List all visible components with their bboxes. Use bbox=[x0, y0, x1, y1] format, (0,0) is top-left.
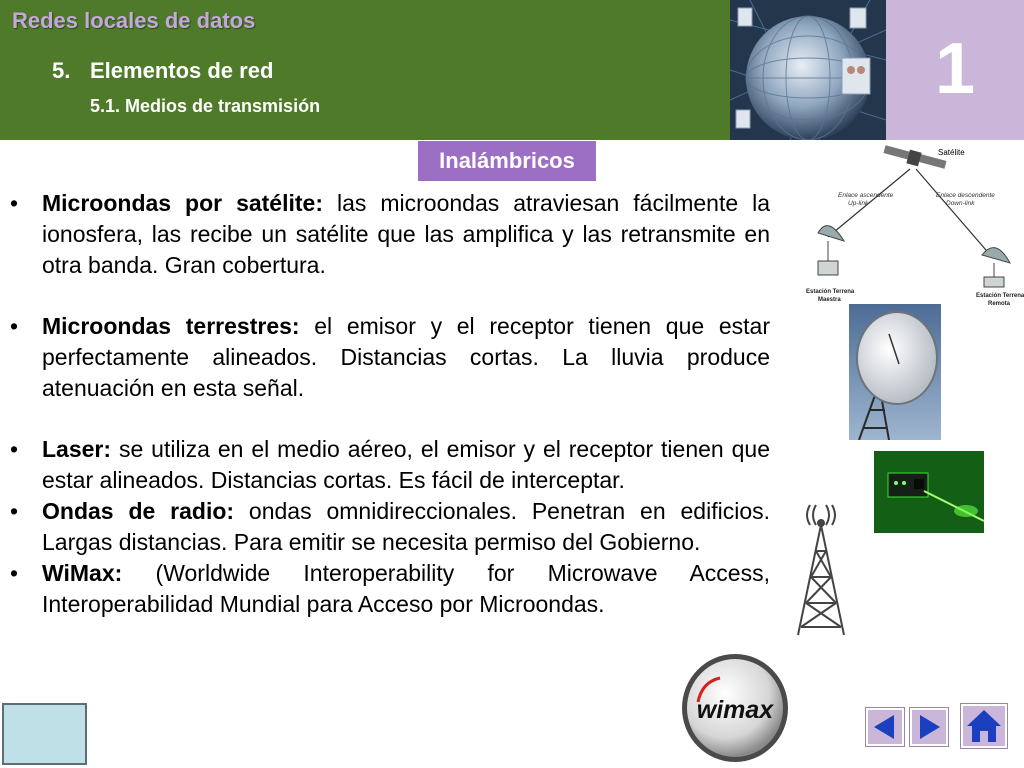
master-station-label: Estación Terrena bbox=[806, 289, 855, 295]
bullet-text: ondas omnidireccionales. Penetran en edificios. Largas distancias. Para emitir se necesita permiso del Gobierno. bbox=[42, 498, 770, 555]
satellite-link-diagram bbox=[800, 145, 1024, 310]
subsection-title: 5.1. Medios de transmisión bbox=[90, 96, 321, 116]
remote-dish-icon bbox=[982, 248, 1010, 287]
next-slide-button[interactable] bbox=[910, 708, 948, 746]
bullet-term: WiMax: bbox=[42, 560, 123, 586]
microwave-dish-photo bbox=[849, 304, 941, 440]
bullet-term: Microondas por satélite: bbox=[42, 190, 323, 216]
remote-station-label: Estación Terrena bbox=[976, 293, 1024, 299]
bullet-text: el emisor y el receptor tienen que estar perfectamente alineados. Distancias cortas. La lluvia produce atenuación en esta señal. bbox=[42, 313, 771, 401]
laser-equipment-photo bbox=[874, 451, 984, 533]
bullet-term: Laser: bbox=[42, 436, 112, 462]
triangle-right-icon bbox=[912, 710, 946, 744]
bullet-laser bbox=[8, 434, 770, 496]
bullet-radio-waves bbox=[8, 496, 770, 558]
notes-box bbox=[2, 703, 87, 765]
category-badge: Inalámbricos bbox=[418, 141, 596, 181]
bullet-wimax bbox=[8, 558, 770, 620]
radio-tower-icon bbox=[786, 503, 852, 645]
previous-slide-button[interactable] bbox=[866, 708, 904, 746]
slide-number: 1 bbox=[934, 29, 976, 109]
house-icon bbox=[963, 706, 1005, 746]
bullet-text: (Worldwide Interoperability for Microwave Access, Interoperabilidad Mundial para Acceso por Microondas. bbox=[42, 560, 770, 617]
triangle-left-icon bbox=[868, 710, 902, 744]
globe-network-image bbox=[730, 0, 886, 140]
master-station-sub: Maestra bbox=[818, 297, 841, 303]
course-title: Redes locales de datos bbox=[12, 8, 256, 33]
bullet-terrestrial-microwave bbox=[8, 311, 770, 404]
slide-number-panel bbox=[886, 0, 1024, 140]
wimax-logo bbox=[680, 652, 790, 764]
bullet-text: se utiliza en el medio aéreo, el emisor y el receptor tienen que estar alineados. Distancias cortas. Es fácil de interceptar. bbox=[42, 436, 770, 493]
satellite-label: Satélite bbox=[938, 148, 965, 157]
uplink-label: Enlace ascendente bbox=[838, 192, 894, 199]
bullet-term: Ondas de radio: bbox=[42, 498, 235, 524]
bullet-list bbox=[8, 188, 770, 620]
bullet-term: Microondas terrestres: bbox=[42, 313, 300, 339]
section-number: 5. bbox=[52, 58, 71, 83]
downlink-label-en: Down-link bbox=[946, 200, 975, 207]
downlink-label: Enlace descendente bbox=[936, 192, 995, 199]
section-title: Elementos de red bbox=[90, 58, 274, 83]
bullet-satellite-microwave bbox=[8, 188, 770, 281]
header-banner bbox=[0, 0, 730, 140]
home-button[interactable] bbox=[961, 704, 1007, 748]
uplink-label-en: Up-link bbox=[848, 200, 869, 207]
master-dish-icon bbox=[818, 226, 844, 275]
bullet-text: las microondas atraviesan fácilmente la ionosfera, las recibe un satélite que las amplifica y las retransmite en otra banda. Gran cobertura. bbox=[42, 190, 770, 278]
remote-station-sub: Remota bbox=[988, 301, 1011, 307]
wimax-logo-text: wimax bbox=[696, 696, 774, 724]
